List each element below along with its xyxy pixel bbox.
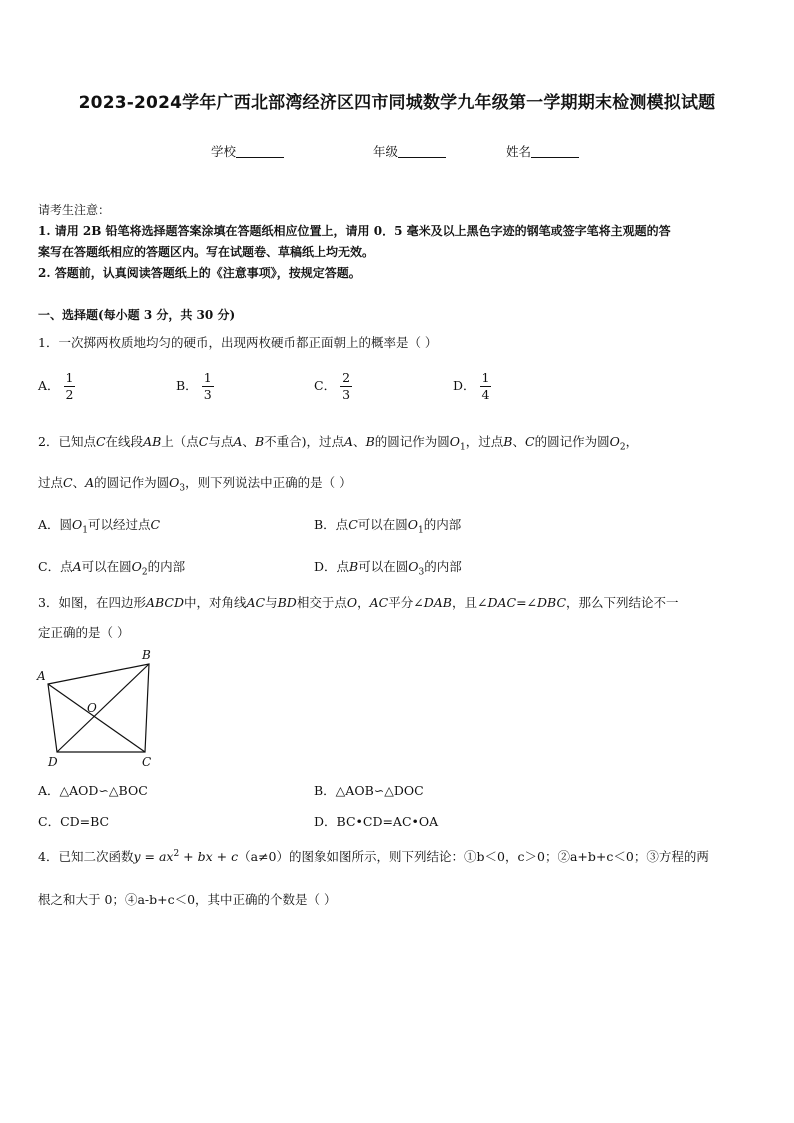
q3-label-c: C	[142, 755, 152, 769]
q2-sep: 、	[242, 434, 255, 449]
q3-label-a: A	[37, 669, 46, 683]
q3-quad-outline	[48, 664, 149, 752]
q4-var: c	[231, 849, 239, 864]
q4-text: b＜0，c＞0；	[476, 849, 558, 864]
q4-exponent: 2	[173, 848, 180, 859]
q3-quadrilateral-figure	[32, 644, 162, 772]
q4-text: 根之和大于 0；	[38, 892, 125, 907]
q3-option-c: C．CD=BC	[38, 814, 110, 829]
q4-op: =	[140, 849, 159, 864]
q2-point-c: C	[198, 434, 209, 449]
q2-text: 过点	[38, 475, 64, 490]
q2-point-a: A	[72, 559, 82, 574]
name-field	[506, 142, 579, 160]
q2-option-text: 的内部	[424, 559, 462, 574]
q1-option-b-label: B．	[176, 378, 198, 393]
q4-text: 4．已知二次函数	[38, 849, 134, 864]
notice-item1-line1: 1. 请用 2B 铅笔将选择题答案涂填在答题纸相应位置上，请用 0．5 毫米及以上黑色字迹的钢笔或签字笔将主观题的答	[38, 224, 671, 238]
q4-op: +	[179, 849, 198, 864]
q1-option-c	[314, 370, 352, 403]
section-heading: 一、选择题(每小题 3 分，共 30 分)	[38, 308, 236, 322]
q1-option-b-den: 3	[203, 387, 212, 402]
q4-text: （a≠0）的图象如图所示，则下列结论：	[238, 849, 465, 864]
q2-circle-o: O	[169, 475, 180, 490]
q2-sub: 2	[141, 567, 148, 578]
q4-circled-2: ②	[557, 849, 570, 864]
q4-var: ax	[158, 849, 174, 864]
q2-circle-o: O	[131, 559, 142, 574]
q2-point-b: B	[365, 434, 375, 449]
q2-text: ，则下列说法中正确的是（ ）	[185, 475, 352, 490]
q2-point-a: A	[85, 475, 95, 490]
q2-text: 在线段	[105, 434, 144, 449]
q2-text: 已知点	[58, 434, 96, 449]
q3-text: 与	[265, 595, 278, 610]
q4-text: a+b+c＜0；	[569, 849, 647, 864]
q3-text: =∠	[516, 595, 538, 610]
q2-point-c: C	[524, 434, 535, 449]
q2-option-text: 可以在圆	[81, 559, 132, 574]
q3-label-b: B	[142, 648, 151, 662]
name-blank	[531, 145, 579, 158]
q1-option-a-fraction	[64, 370, 76, 403]
q2-circle-o: O	[449, 434, 461, 449]
q3-text: 3．如图，在四边形	[38, 595, 146, 610]
q2-option-text: 可以经过点	[88, 517, 151, 532]
q2-circle-o: O	[609, 434, 620, 449]
grade-blank	[398, 145, 446, 158]
q4-circled-4: ④	[124, 892, 138, 907]
q4-text: 方程的两	[658, 849, 709, 864]
q3-label-o: O	[87, 701, 97, 715]
q3-text: 中，对角线	[184, 595, 247, 610]
q3-text: ，那么下列结论不一	[566, 595, 679, 610]
q1-option-a-label: A．	[38, 378, 60, 393]
q2-sep: 、	[72, 475, 86, 490]
q2-segment-ab: AB	[143, 434, 162, 449]
q2-point-c: C	[150, 517, 161, 532]
q2-line1	[38, 432, 638, 453]
q2-text: 不重合)，过点	[264, 434, 345, 449]
q3-point-o: O	[346, 595, 358, 610]
q3-diagonal-ac	[48, 684, 145, 752]
q2-sub: 3	[418, 567, 425, 578]
q2-number: 2．	[38, 434, 59, 449]
q1-option-a	[38, 370, 75, 403]
q3-angle: DAB	[423, 595, 452, 610]
q2-sub: 1	[418, 525, 424, 536]
notice-item2: 2. 答题前，认真阅读答题纸上的《注意事项》，按规定答题。	[38, 266, 361, 280]
q2-text: 的圆记作为圆	[94, 475, 170, 490]
q4-circled-1: ①	[464, 849, 477, 864]
q2-option-text: 可以在圆	[358, 559, 409, 574]
grade-field	[373, 142, 446, 160]
q1-option-c-label: C．	[314, 378, 337, 393]
q2-point-b: B	[349, 559, 359, 574]
q3-bd: BD	[277, 595, 297, 610]
q2-option-text: B．点	[314, 517, 349, 532]
q2-point-a: A	[344, 434, 354, 449]
q2-circle-o: O	[407, 517, 419, 532]
q2-point-b: B	[503, 434, 513, 449]
q2-circle-o: O	[72, 517, 83, 532]
q1-option-a-num: 1	[65, 370, 74, 385]
q2-point-b: B	[254, 434, 265, 449]
q2-option-text: A．圆	[38, 517, 73, 532]
q2-sub: 1	[82, 525, 89, 536]
q2-sep: 、	[353, 434, 366, 449]
q2-line2	[38, 473, 352, 494]
q2-point-c: C	[63, 475, 73, 490]
q3-line1	[38, 593, 679, 611]
q1-option-b-num: 1	[203, 370, 212, 385]
q2-circle-o: O	[408, 559, 419, 574]
q1-option-d-label: D．	[453, 378, 476, 393]
notice-item1-line2: 案写在答题纸相应的答题区内。写在试题卷、草稿纸上均无效。	[38, 245, 375, 259]
q1-option-a-den: 2	[65, 387, 74, 402]
q4-circled-3: ③	[646, 849, 659, 864]
q1-option-c-num: 2	[342, 370, 351, 385]
grade-label: 年级	[373, 144, 399, 159]
q4-line1	[38, 847, 709, 865]
q2-option-text: 的内部	[423, 517, 462, 532]
q2-sub: 3	[179, 483, 186, 494]
q2-option-text: 的内部	[147, 559, 186, 574]
q2-option-c	[38, 557, 185, 578]
q1-option-d-den: 4	[481, 387, 490, 402]
q2-sep: 、	[512, 434, 525, 449]
q3-ac: AC	[246, 595, 266, 610]
q2-option-d	[314, 557, 462, 578]
q2-sep: ，	[465, 434, 479, 449]
q2-option-text: D．点	[314, 559, 350, 574]
q1-option-c-den: 3	[342, 387, 351, 402]
q3-option-d: D．BC•CD=AC•OA	[314, 814, 439, 829]
q3-option-b: B．△AOB∽△DOC	[314, 783, 424, 798]
notice-heading: 请考生注意：	[38, 203, 111, 217]
q3-text: 相交于点	[296, 595, 347, 610]
q3-diagonal-bd	[57, 664, 149, 752]
q2-text: 的圆记作为圆	[534, 434, 610, 449]
q3-angle: DAC	[487, 595, 517, 610]
q2-option-text: C．点	[38, 559, 73, 574]
q4-var: bx	[197, 849, 213, 864]
q2-sep: ，	[625, 434, 639, 449]
q2-text: 过点	[478, 434, 504, 449]
school-blank	[236, 145, 284, 158]
q2-sub: 2	[619, 442, 626, 453]
q1-option-d-fraction	[480, 370, 492, 403]
name-label: 姓名	[506, 144, 532, 159]
q2-option-a	[38, 515, 160, 536]
q2-point-c: C	[348, 517, 358, 532]
page-title: 2023-2024学年广西北部湾经济区四市同城数学九年级第一学期期末检测模拟试题	[78, 93, 716, 113]
school-label: 学校	[211, 144, 237, 159]
q1-option-d-num: 1	[481, 370, 490, 385]
q2-text: 的圆记作为圆	[374, 434, 450, 449]
q4-text: a-b+c＜0，其中正确的个数是（ ）	[137, 892, 337, 907]
q3-angle: DBC	[537, 595, 567, 610]
q2-point-c: C	[95, 434, 106, 449]
q2-option-b	[314, 515, 461, 536]
q2-option-text: 可以在圆	[357, 517, 408, 532]
q3-option-a: A．△AOD∽△BOC	[38, 783, 148, 798]
q3-ac: AC	[369, 595, 389, 610]
q1-option-b-fraction	[202, 370, 214, 403]
q1-option-d	[453, 370, 491, 403]
q2-sub: 1	[460, 442, 466, 453]
q3-line2: 定正确的是（ ）	[38, 625, 130, 640]
q3-text: 平分∠	[388, 595, 424, 610]
q3-text: ，	[357, 595, 370, 610]
q4-var: y	[133, 849, 141, 864]
q4-line2	[38, 890, 337, 908]
q4-op: +	[212, 849, 232, 864]
q3-label-d: D	[48, 755, 58, 769]
q2-point-a: A	[233, 434, 243, 449]
q3-text: ，且∠	[451, 595, 488, 610]
q3-quad: ABCD	[145, 595, 184, 610]
school-field	[211, 142, 284, 160]
q1-stem: 1．一次掷两枚质地均匀的硬币，出现两枚硬币都正面朝上的概率是（ ）	[38, 335, 438, 350]
q2-text: 上（点	[161, 434, 199, 449]
q2-text: 与点	[208, 434, 234, 449]
q1-option-b	[176, 370, 214, 403]
q1-option-c-fraction	[340, 370, 352, 403]
